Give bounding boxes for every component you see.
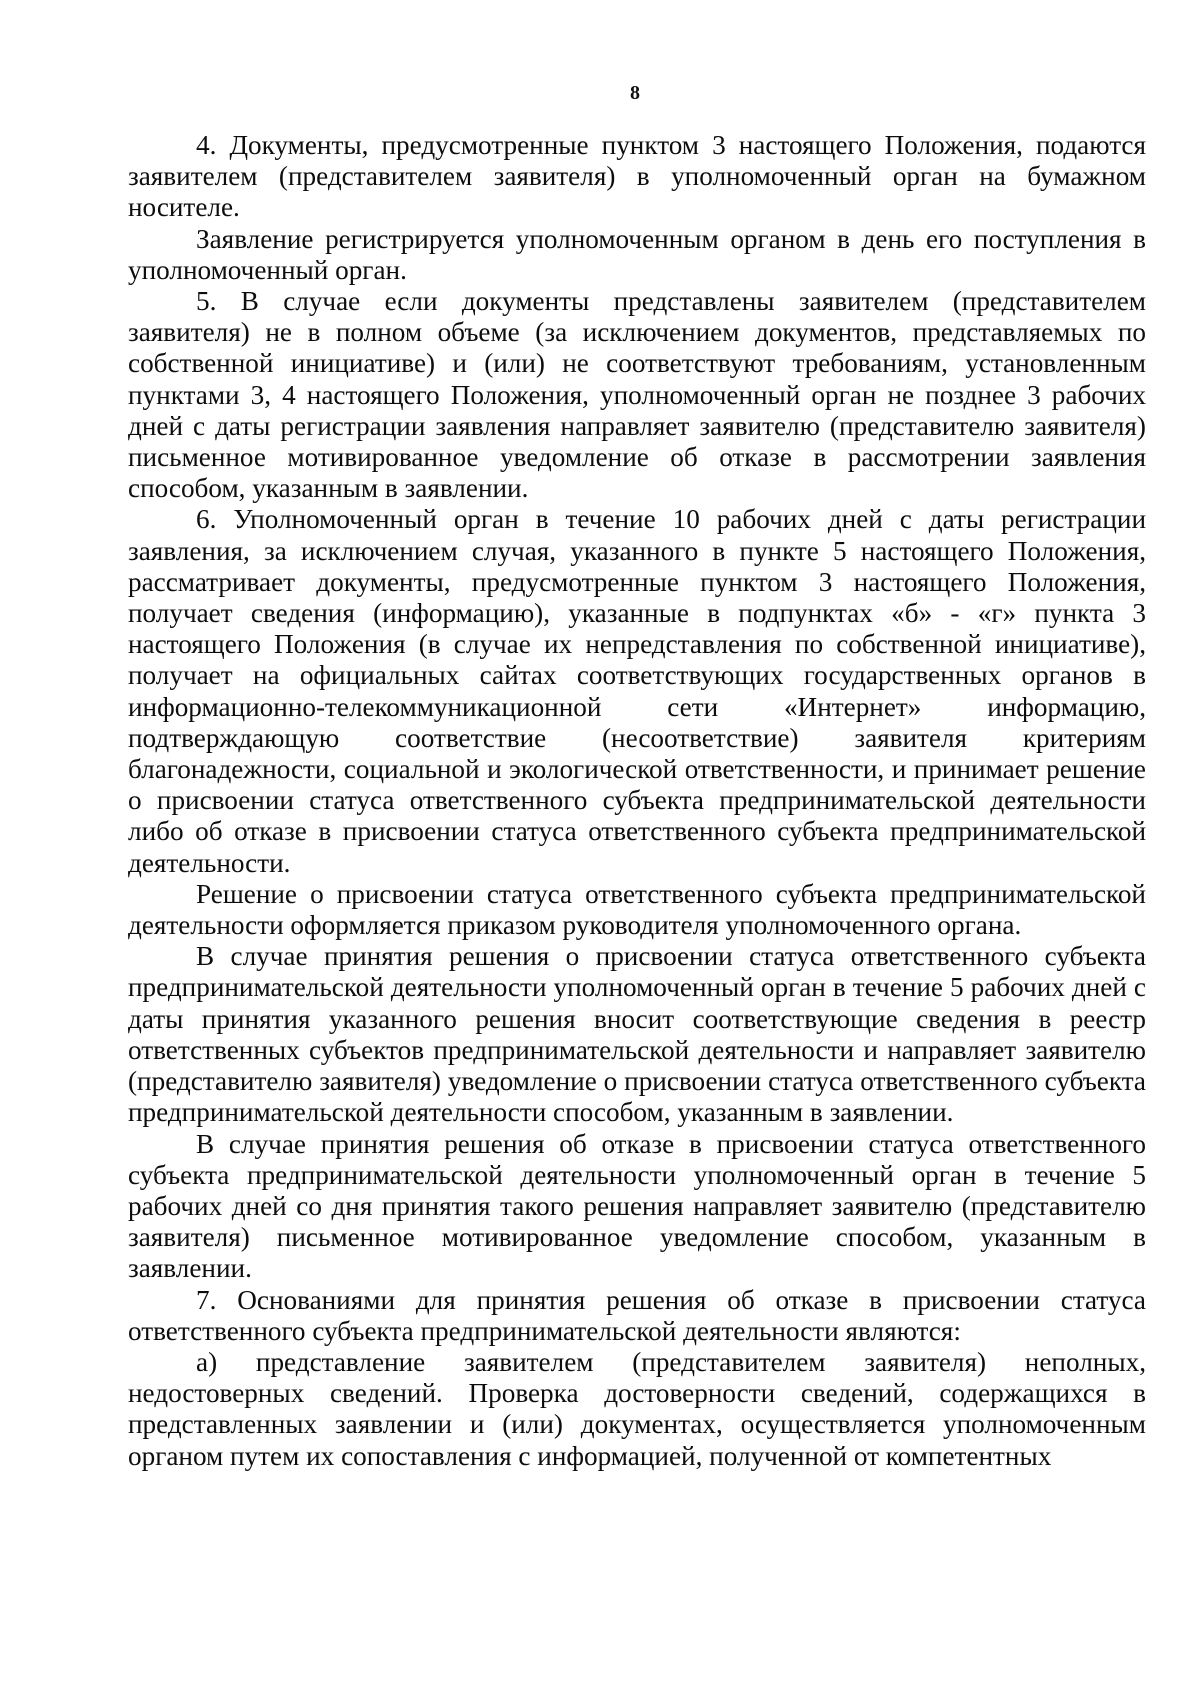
paragraph-registration: Заявление регистрируется уполномоченным органом в день его поступления в уполномоченный орган. [128, 223, 1146, 285]
paragraph-item-5: 5. В случае если документы представлены заявителем (представителем заявителя) не в полном объеме (за исключением документов, представляемых по собственной инициативе) и (или) не соответствуют требованиям, установленным пунктами 3, 4 настоящего Положения, уполномоченный орган не позднее 3 рабочих дней с даты регистрации заявления направляет заявителю (представителю заявителя) письменное мотивированное уведомление об отказе в рассмотрении заявления способом, указанным в заявлении. [128, 286, 1146, 504]
paragraph-item-4: 4. Документы, предусмотренные пунктом 3 настоящего Положения, подаются заявителем (представителем заявителя) в уполномоченный орган на бумажном носителе. [128, 130, 1146, 223]
paragraph-item-6: 6. Уполномоченный орган в течение 10 рабочих дней с даты регистрации заявления, за исключением случая, указанного в пункте 5 настоящего Положения, рассматривает документы, предусмотренные пунктом 3 настоящего Положения, получает сведения (информацию), указанные в подпунктах «б» - «г» пункта 3 настоящего Положения (в случае их непредставления по собственной инициативе), получает на официальных сайтах соответствующих государственных органов в информационно-телекоммуникационной сети «Интернет» информацию, подтверждающую соответствие (несоответствие) заявителя критериям благонадежности, социальной и экологической ответственности, и принимает решение о присвоении статуса ответственного субъекта предпринимательской деятельности либо об отказе в присвоении статуса ответственного субъекта предпринимательской деятельности. [128, 504, 1146, 878]
document-body [128, 130, 1146, 1472]
paragraph-refusal-case: В случае принятия решения об отказе в присвоении статуса ответственного субъекта предпринимательской деятельности уполномоченный орган в течение 5 рабочих дней со дня принятия такого решения направляет заявителю (представителю заявителя) письменное мотивированное уведомление способом, указанным в заявлении. [128, 1128, 1146, 1284]
paragraph-assignment-case: В случае принятия решения о присвоении статуса ответственного субъекта предпринимательской деятельности уполномоченный орган в течение 5 рабочих дней с даты принятия указанного решения вносит соответствующие сведения в реестр ответственных субъектов предпринимательской деятельности и направляет заявителю (представителю заявителя) уведомление о присвоении статуса ответственного субъекта предпринимательской деятельности способом, указанным в заявлении. [128, 941, 1146, 1128]
paragraph-subitem-a: а) представление заявителем (представителем заявителя) неполных, недостоверных сведений. Проверка достоверности сведений, содержащихся в представленных заявлении и (или) документах, осуществляется уполномоченным органом путем их сопоставления с информацией, полученной от компетентных [128, 1346, 1146, 1471]
paragraph-item-7: 7. Основаниями для принятия решения об отказе в присвоении статуса ответственного субъекта предпринимательской деятельности являются: [128, 1284, 1146, 1346]
paragraph-decision-order: Решение о присвоении статуса ответственного субъекта предпринимательской деятельности оформляется приказом руководителя уполномоченного органа. [128, 878, 1146, 941]
page-number: 8 [630, 82, 640, 104]
